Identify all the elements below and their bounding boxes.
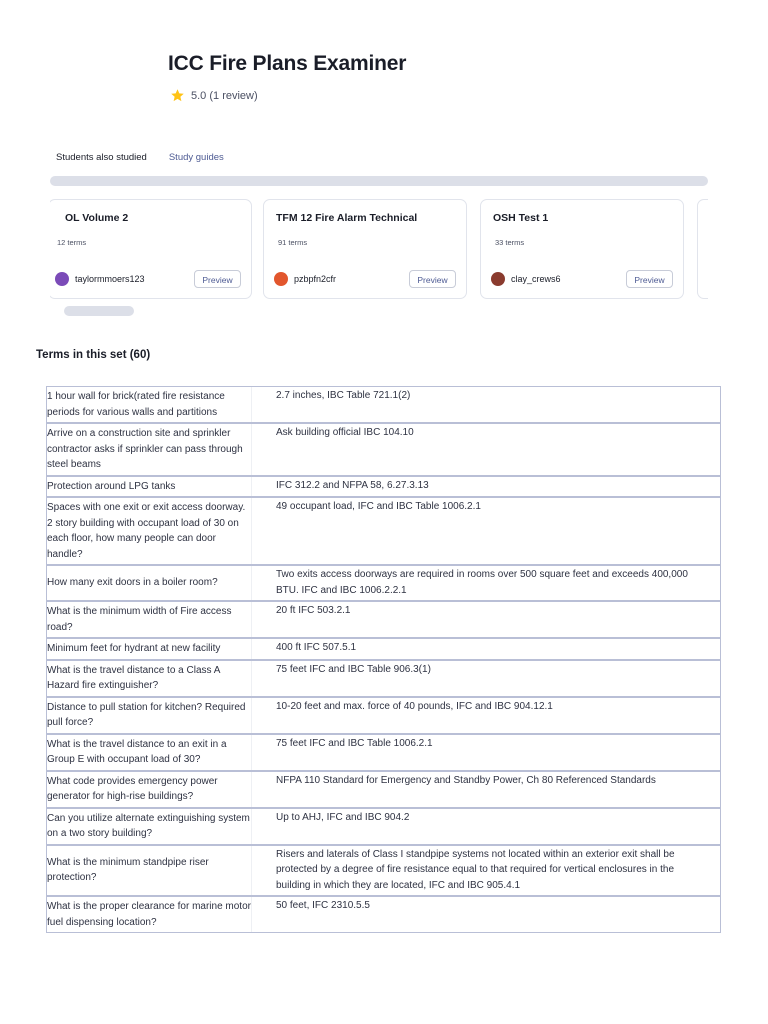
table-row	[47, 498, 720, 566]
rating-score: 5.0	[191, 89, 207, 102]
card-user[interactable]	[491, 272, 561, 286]
terms-table	[46, 386, 721, 933]
carousel-scroll-thumb[interactable]	[64, 306, 134, 316]
card-term-count: 12 terms	[57, 238, 87, 247]
table-row	[47, 424, 720, 477]
carousel-scrollbar[interactable]	[50, 176, 708, 186]
related-sets-carousel	[50, 198, 708, 302]
table-row	[47, 602, 720, 639]
term-definition: Ask building official IBC 104.10	[276, 427, 414, 438]
set-card[interactable]	[480, 199, 684, 299]
term-definition: 10-20 feet and max. force of 40 pounds, IFC and IBC 904.12.1	[276, 700, 553, 712]
term-word: What is the travel distance to a Class A Hazard fire extinguisher?	[47, 661, 252, 696]
card-title: OSH Test 1	[493, 212, 549, 224]
term-word: Minimum feet for hydrant at new facility	[47, 639, 252, 659]
table-row	[47, 477, 720, 499]
card-username: clay_crews6	[511, 274, 561, 284]
term-word: Arrive on a construction site and sprinkler contractor asks if sprinkler can pass through steel beams	[47, 424, 252, 475]
tab-students-also-studied[interactable]: Students also studied	[56, 152, 147, 163]
table-row	[47, 846, 720, 898]
set-card[interactable]	[263, 199, 467, 299]
term-definition: Two exits access doorways are required in rooms over 500 square feet and exceeds 400,000 BTU. IFC and IBC 1006.2.2.1	[276, 569, 688, 596]
term-word: What is the minimum width of Fire access road?	[47, 602, 252, 637]
star-icon	[170, 88, 185, 103]
term-word: Distance to pull station for kitchen? Required pull force?	[47, 698, 252, 733]
term-definition: 20 ft IFC 503.2.1	[276, 605, 351, 616]
term-word: 1 hour wall for brick(rated fire resistance periods for various walls and partitions	[47, 387, 252, 422]
table-row	[47, 897, 720, 932]
rating[interactable]	[170, 88, 258, 103]
term-definition: 75 feet IFC and IBC Table 906.3(1)	[276, 663, 431, 675]
preview-button[interactable]: Preview	[626, 270, 673, 288]
term-definition: Risers and laterals of Class I standpipe systems not located within an exterior exit shall be protected by a degree of fire resistance equal to that required for vertical enclosures in the building in which they are located, IFC and IBC 905.4.1	[276, 848, 675, 891]
table-row	[47, 387, 720, 424]
term-word: What is the proper clearance for marine motor fuel dispensing location?	[47, 897, 252, 932]
tab-study-guides[interactable]: Study guides	[168, 152, 224, 163]
avatar	[491, 272, 505, 286]
term-word: Can you utilize alternate extinguishing system on a two story building?	[47, 809, 252, 844]
rating-reviews: (1 review)	[209, 89, 258, 102]
term-word: How many exit doors in a boiler room?	[47, 566, 252, 600]
term-word: Spaces with one exit or exit access doorway. 2 story building with occupant load of 30 on each floor, how many people can door handle?	[47, 498, 252, 564]
card-term-count: 33 terms	[495, 238, 525, 247]
study-tabs	[56, 152, 224, 163]
table-row	[47, 698, 720, 735]
table-row	[47, 661, 720, 698]
card-term-count: 91 terms	[278, 238, 308, 247]
set-card-partial[interactable]	[697, 199, 708, 299]
term-definition: 2.7 inches, IBC Table 721.1(2)	[276, 390, 411, 401]
term-word: What is the minimum standpipe riser protection?	[47, 846, 252, 896]
page-title: ICC Fire Plans Examiner	[168, 52, 407, 75]
preview-button[interactable]: Preview	[409, 270, 456, 288]
avatar	[274, 272, 288, 286]
table-row	[47, 772, 720, 809]
card-username: pzbpfn2cfr	[294, 274, 337, 284]
card-title: OL Volume 2	[65, 212, 129, 224]
preview-button[interactable]: Preview	[194, 270, 241, 288]
card-user[interactable]	[55, 272, 145, 286]
term-definition: 400 ft IFC 507.5.1	[276, 642, 357, 653]
table-row	[47, 566, 720, 602]
term-definition: NFPA 110 Standard for Emergency and Standby Power, Ch 80 Referenced Standards	[276, 774, 656, 786]
term-definition: 50 feet, IFC 2310.5.5	[276, 900, 370, 911]
card-user[interactable]	[274, 272, 336, 286]
term-definition: Up to AHJ, IFC and IBC 904.2	[276, 811, 410, 823]
table-row	[47, 735, 720, 772]
set-card[interactable]	[50, 199, 252, 299]
avatar	[55, 272, 69, 286]
terms-heading: Terms in this set (60)	[36, 349, 151, 361]
term-word: What code provides emergency power generator for high-rise buildings?	[47, 772, 252, 807]
table-row	[47, 809, 720, 846]
card-username: taylormmoers123	[75, 274, 145, 284]
term-word: What is the travel distance to an exit in a Group E with occupant load of 30?	[47, 735, 252, 770]
term-word: Protection around LPG tanks	[47, 477, 252, 497]
term-definition: 49 occupant load, IFC and IBC Table 1006.2.1	[276, 501, 481, 512]
term-definition: IFC 312.2 and NFPA 58, 6.27.3.13	[276, 479, 429, 491]
term-definition: 75 feet IFC and IBC Table 1006.2.1	[276, 737, 433, 749]
table-row	[47, 639, 720, 661]
card-title: TFM 12 Fire Alarm Technical	[276, 212, 418, 224]
